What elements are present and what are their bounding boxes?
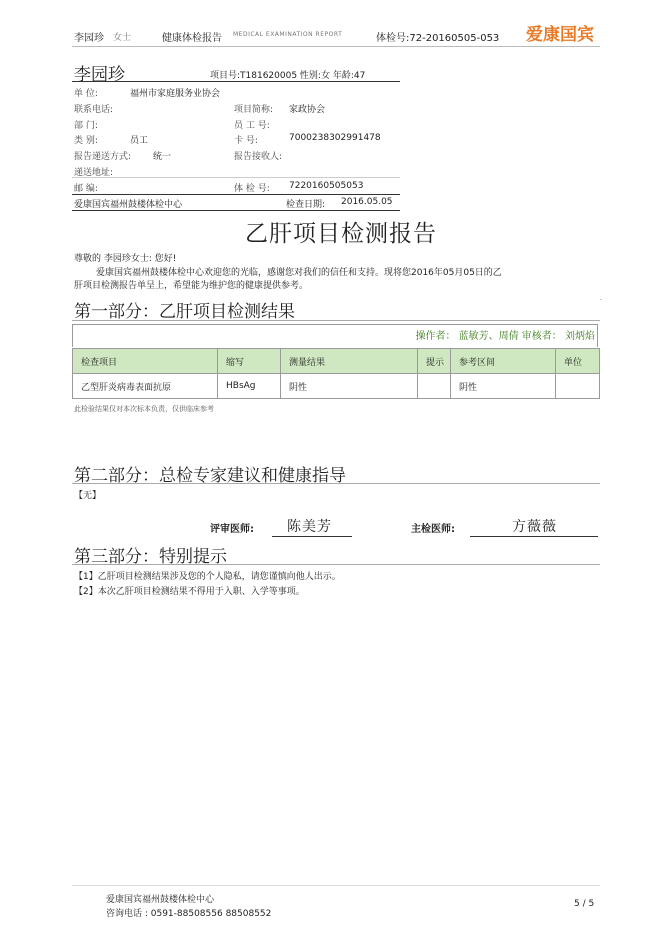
chief-label: 主检医师: bbox=[411, 524, 455, 535]
header-name: 李园珍 bbox=[74, 33, 104, 44]
part3-rule bbox=[72, 564, 600, 565]
card-value: 7000238302991478 bbox=[289, 133, 381, 143]
greeting: 尊敬的 李园珍女士: 您好! bbox=[74, 254, 177, 264]
cell-result: 阴性 bbox=[281, 374, 418, 399]
center-name: 爱康国宾福州鼓楼体检中心 bbox=[74, 200, 183, 210]
exam-value: 7220160505053 bbox=[289, 181, 364, 191]
cell-unit bbox=[556, 374, 600, 399]
category-value: 员工 bbox=[130, 136, 149, 146]
part1-title: 第一部分：乙肝项目检测结果 bbox=[74, 302, 295, 322]
results-table bbox=[72, 348, 600, 399]
info-rule-end bbox=[72, 210, 400, 211]
footer-divider bbox=[72, 885, 600, 886]
info-rule-bottom bbox=[72, 194, 400, 195]
cell-item: 乙型肝炎病毒表面抗原 bbox=[73, 374, 218, 399]
abbr-value: 家政协会 bbox=[289, 105, 326, 115]
delivery-value: 统一 bbox=[153, 152, 172, 162]
intro-line-1: 爱康国宾福州鼓楼体检中心欢迎您的光临，感谢您对我们的信任和支持。现将您2016年05月05日的乙 bbox=[96, 268, 502, 278]
col-abbr: 缩写 bbox=[218, 349, 281, 374]
unit-label: 单 位: bbox=[74, 89, 98, 99]
header-divider bbox=[72, 46, 600, 47]
category-label: 类 别: bbox=[74, 136, 98, 146]
operators-bar: 操作者： 蓝敏芳、周倩 审核者： 刘炳焰 bbox=[72, 324, 598, 347]
dept-label: 部 门: bbox=[74, 121, 98, 131]
table-row bbox=[73, 374, 600, 399]
header-gender: 女士 bbox=[113, 33, 132, 43]
header-report-title-en: MEDICAL EXAMINATION REPORT bbox=[233, 31, 343, 38]
part2-title: 第二部分：总检专家建议和健康指导 bbox=[74, 466, 346, 486]
reviewer-label: 评审医师: bbox=[210, 524, 254, 535]
phone-label: 联系电话: bbox=[74, 105, 114, 115]
header-exam-no: 体检号:72-20160505-053 bbox=[376, 33, 500, 44]
exam-label: 体 检 号: bbox=[234, 184, 270, 194]
delivery-label: 报告递送方式: bbox=[74, 152, 132, 162]
chief-signature: 方薇薇 bbox=[512, 519, 557, 535]
page-number: 5 / 5 bbox=[574, 899, 595, 909]
col-result: 测量结果 bbox=[281, 349, 418, 374]
patient-name: 李园珍 bbox=[74, 65, 125, 85]
address-rule bbox=[72, 177, 400, 178]
notice-item-1: 【1】乙肝项目检测结果涉及您的个人隐私，请您谨慎向他人出示。 bbox=[74, 572, 341, 582]
info-rule-top bbox=[72, 81, 400, 82]
col-item: 检查项目 bbox=[73, 349, 218, 374]
address-label: 递送地址: bbox=[74, 168, 114, 178]
header-report-title: 健康体检报告 bbox=[162, 33, 222, 44]
abbr-label: 项目简称: bbox=[234, 105, 274, 115]
zip-label: 邮 编: bbox=[74, 184, 98, 194]
part2-content: 【无】 bbox=[74, 491, 102, 501]
reviewer-sign-line bbox=[272, 536, 352, 537]
date-label: 检查日期: bbox=[286, 200, 326, 210]
project-info: 项目号:T181620005 性别:女 年龄:47 bbox=[210, 71, 366, 81]
part2-rule bbox=[72, 483, 600, 484]
table-header-row bbox=[73, 349, 600, 374]
dot-mark: . bbox=[600, 295, 602, 302]
receiver-label: 报告接收人: bbox=[234, 152, 283, 162]
col-unit: 单位 bbox=[556, 349, 600, 374]
main-title: 乙肝项目检测报告 bbox=[245, 221, 437, 247]
result-note: 此检验结果仅对本次标本负责，仅供临床参考 bbox=[74, 405, 214, 413]
notice-item-2: 【2】本次乙肝项目检测结果不得用于入职、入学等事项。 bbox=[74, 587, 305, 597]
intro-line-2: 肝项目检测报告单呈上，希望能为维护您的健康提供参考。 bbox=[74, 281, 309, 291]
col-reference: 参考区间 bbox=[451, 349, 556, 374]
cell-hint bbox=[418, 374, 451, 399]
brand-logo: 爱康国宾 bbox=[526, 25, 594, 45]
cell-abbr: HBsAg bbox=[218, 374, 281, 399]
card-label: 卡 号: bbox=[234, 136, 258, 146]
cell-reference: 阴性 bbox=[451, 374, 556, 399]
part1-rule bbox=[72, 320, 600, 321]
reviewer-signature: 陈美芳 bbox=[287, 519, 332, 535]
col-hint: 提示 bbox=[418, 349, 451, 374]
footer-center: 爱康国宾福州鼓楼体检中心 bbox=[106, 895, 215, 905]
chief-sign-line bbox=[470, 536, 598, 537]
date-value: 2016.05.05 bbox=[341, 197, 393, 207]
footer-phone: 咨询电话 : 0591-88508556 88508552 bbox=[106, 909, 272, 919]
staff-label: 员 工 号: bbox=[234, 121, 270, 131]
unit-value: 福州市家庭服务业协会 bbox=[130, 89, 221, 99]
part3-title: 第三部分：特别提示 bbox=[74, 547, 227, 567]
